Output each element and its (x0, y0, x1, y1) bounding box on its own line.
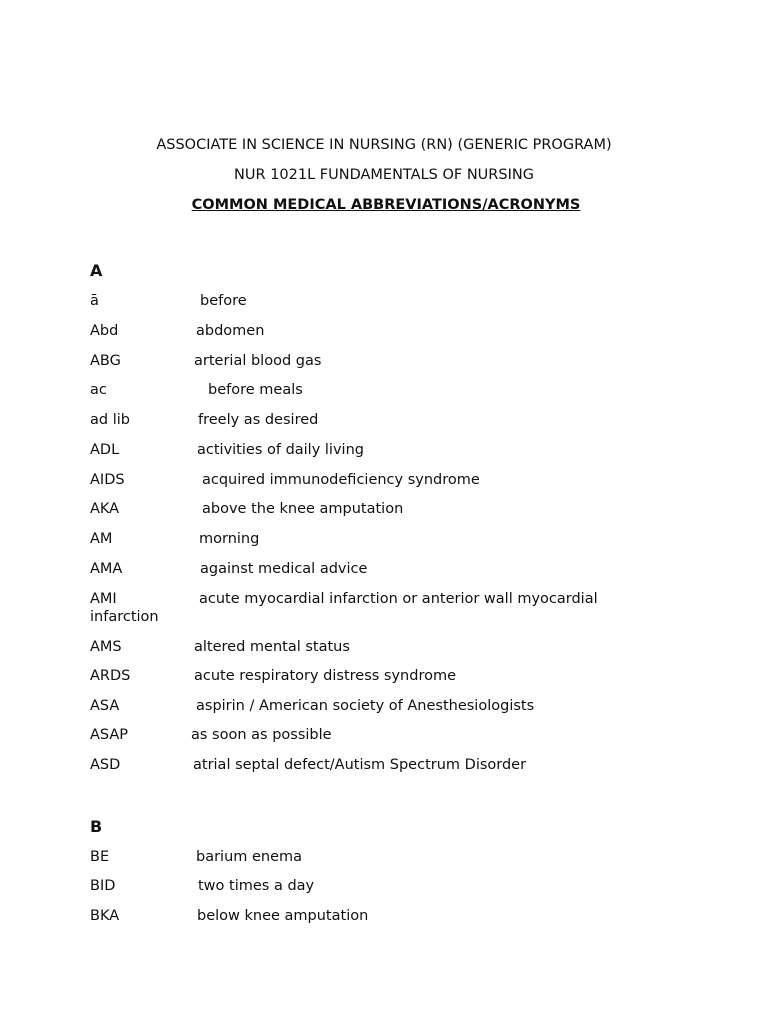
definition: morning (199, 531, 260, 547)
abbreviation: AMI (90, 591, 117, 607)
abbreviation: BKA (90, 908, 120, 924)
abbreviation: ASAP (90, 727, 129, 743)
course-title: NUR 1021L FUNDAMENTALS OF NURSING (234, 167, 534, 183)
abbreviation: ABG (90, 353, 121, 369)
definition: acute myocardial infarction or anterior wall myocardial (199, 591, 598, 607)
definition: abdomen (196, 323, 265, 339)
definition-continuation: infarction (90, 609, 159, 625)
definition: before (200, 293, 247, 309)
definition: aspirin / American society of Anesthesiologists (196, 698, 535, 714)
abbreviation: ADL (90, 442, 120, 458)
program-title: ASSOCIATE IN SCIENCE IN NURSING (RN) (GENERIC PROGRAM) (156, 137, 612, 153)
definition: two times a day (198, 878, 315, 894)
abbreviation: ARDS (90, 668, 131, 684)
abbreviation: AKA (90, 501, 120, 517)
definition: as soon as possible (191, 727, 332, 743)
definition: atrial septal defect/Autism Spectrum Disorder (193, 757, 527, 773)
abbreviation: ad lib (90, 412, 130, 428)
abbreviation: BE (90, 849, 110, 865)
abbreviation: AMA (90, 561, 123, 577)
section-heading-a: A (90, 261, 103, 280)
definition: before meals (208, 382, 303, 398)
definition: altered mental status (194, 639, 350, 655)
document-title: COMMON MEDICAL ABBREVIATIONS/ACRONYMS (191, 197, 581, 213)
abbreviation: ac (90, 382, 107, 398)
section-heading-b: B (90, 817, 103, 836)
definition: below knee amputation (197, 908, 369, 924)
definition: against medical advice (200, 561, 368, 577)
abbreviation: Abd (90, 323, 119, 339)
abbreviation: ā (90, 293, 99, 309)
definition: barium enema (196, 849, 303, 865)
abbreviation: BID (90, 878, 116, 894)
definition: acute respiratory distress syndrome (194, 668, 457, 684)
abbreviation: ASA (90, 698, 120, 714)
definition: freely as desired (198, 412, 319, 428)
definition: arterial blood gas (194, 353, 322, 369)
abbreviation: ASD (90, 757, 121, 773)
abbreviation: AM (90, 531, 113, 547)
definition: activities of daily living (197, 442, 364, 458)
abbreviation: AMS (90, 639, 122, 655)
abbreviation: AIDS (90, 472, 125, 488)
definition: acquired immunodeficiency syndrome (202, 472, 480, 488)
definition: above the knee amputation (202, 501, 404, 517)
